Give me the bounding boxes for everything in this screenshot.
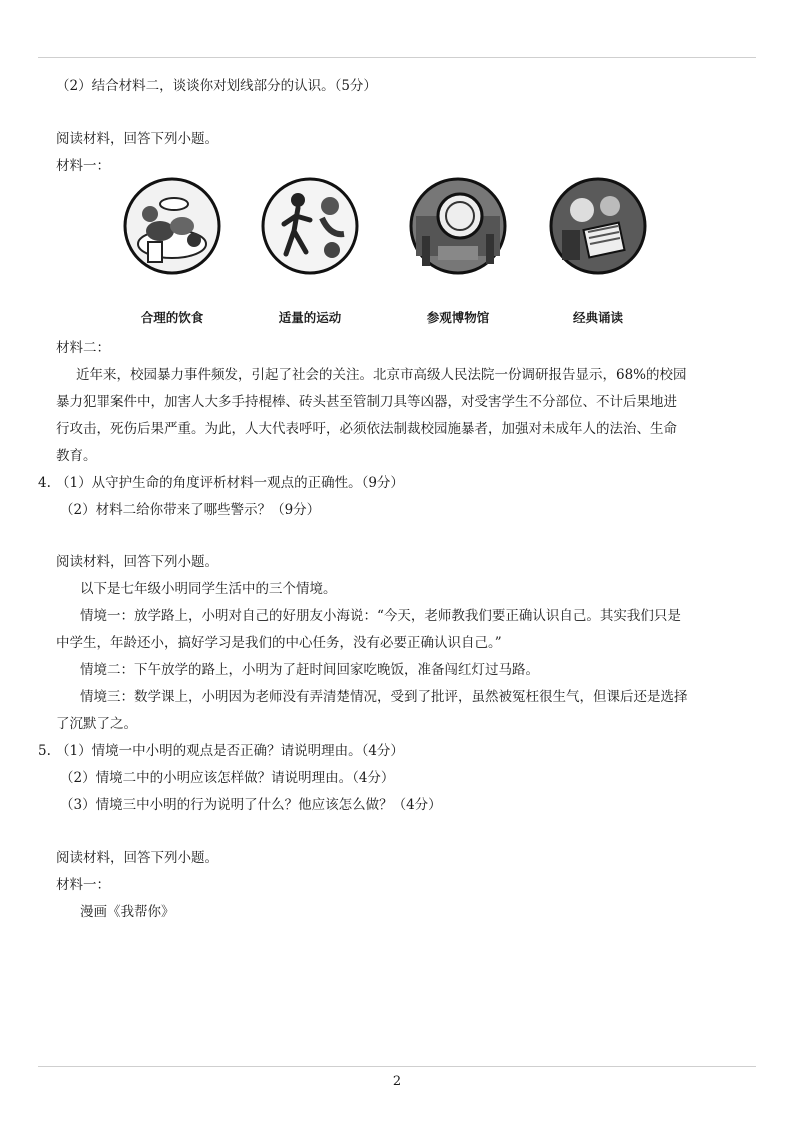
- q4-sub-1: （1）从守护生命的角度评析材料一观点的正确性。（9分）: [56, 475, 404, 491]
- caption-museum: 参观博物馆: [426, 310, 490, 325]
- q5-intro: 阅读材料，回答下列小题。: [56, 554, 218, 570]
- q6-intro: 阅读材料，回答下列小题。: [56, 850, 218, 866]
- q4-material-1-label: 材料一：: [56, 158, 110, 174]
- museum-image: [408, 176, 508, 276]
- q4-sub-2: （2）材料二给你带来了哪些警示？（9分）: [60, 502, 321, 518]
- q5-scenario-2: 情境二：下午放学的路上，小明为了赶时间回家吃晚饭，准备闯红灯过马路。: [80, 662, 539, 678]
- q4-material-2-label: 材料二：: [56, 340, 110, 356]
- q4-intro: 阅读材料，回答下列小题。: [56, 131, 218, 147]
- q5-number: 5.: [38, 743, 51, 759]
- q5-scenario-1-b: 中学生，年龄还小，搞好学习是我们的中心任务，没有必要正确认识自己。”: [56, 635, 502, 651]
- q5-lead: 以下是七年级小明同学生活中的三个情境。: [80, 581, 337, 597]
- q6-comic-title: 漫画《我帮你》: [80, 904, 175, 920]
- caption-reading: 经典诵读: [572, 310, 623, 325]
- page-number: 2: [392, 1074, 402, 1089]
- q4-material-2-line-4: 教育。: [56, 448, 97, 464]
- caption-exercise: 适量的运动: [278, 310, 342, 325]
- footer-rule: [38, 1066, 756, 1067]
- q5-sub-2: （2）情境二中的小明应该怎样做？请说明理由。（4分）: [60, 770, 395, 786]
- q5-scenario-3-b: 了沉默了之。: [56, 716, 137, 732]
- q4-number: 4.: [38, 475, 51, 491]
- caption-diet: 合理的饮食: [140, 310, 204, 325]
- header-rule: [38, 57, 756, 58]
- q5-sub-1: （1）情境一中小明的观点是否正确？请说明理由。（4分）: [56, 743, 404, 759]
- diet-image: [122, 176, 222, 276]
- reading-image: [548, 176, 648, 276]
- exercise-image: [260, 176, 360, 276]
- material-1-images: [100, 176, 660, 332]
- question-3-sub-2: （2）结合材料二，谈谈你对划线部分的认识。（5分）: [56, 78, 377, 94]
- q5-scenario-3-a: 情境三：数学课上，小明因为老师没有弄清楚情况，受到了批评，虽然被冤枉很生气，但课后还是选择: [80, 689, 688, 705]
- q5-scenario-1-a: 情境一：放学路上，小明对自己的好朋友小海说：“今天，老师教我们要正确认识自己。其实我们只是: [80, 608, 681, 624]
- q4-material-2-line-2: 暴力犯罪案件中，加害人大多手持棍棒、砖头甚至管制刀具等凶器，对受害学生不分部位、不计后果地进: [56, 394, 677, 410]
- q5-sub-3: （3）情境三中小明的行为说明了什么？他应该怎么做？（4分）: [60, 797, 442, 813]
- q6-material-1-label: 材料一：: [56, 877, 110, 893]
- q4-material-2-line-3: 行攻击，死伤后果严重。为此，人大代表呼吁，必须依法制裁校园施暴者，加强对未成年人的法治、生命: [56, 421, 677, 437]
- q4-material-2-line-1: 近年来，校园暴力事件频发，引起了社会的关注。北京市高级人民法院一份调研报告显示，68%的校园: [76, 367, 687, 383]
